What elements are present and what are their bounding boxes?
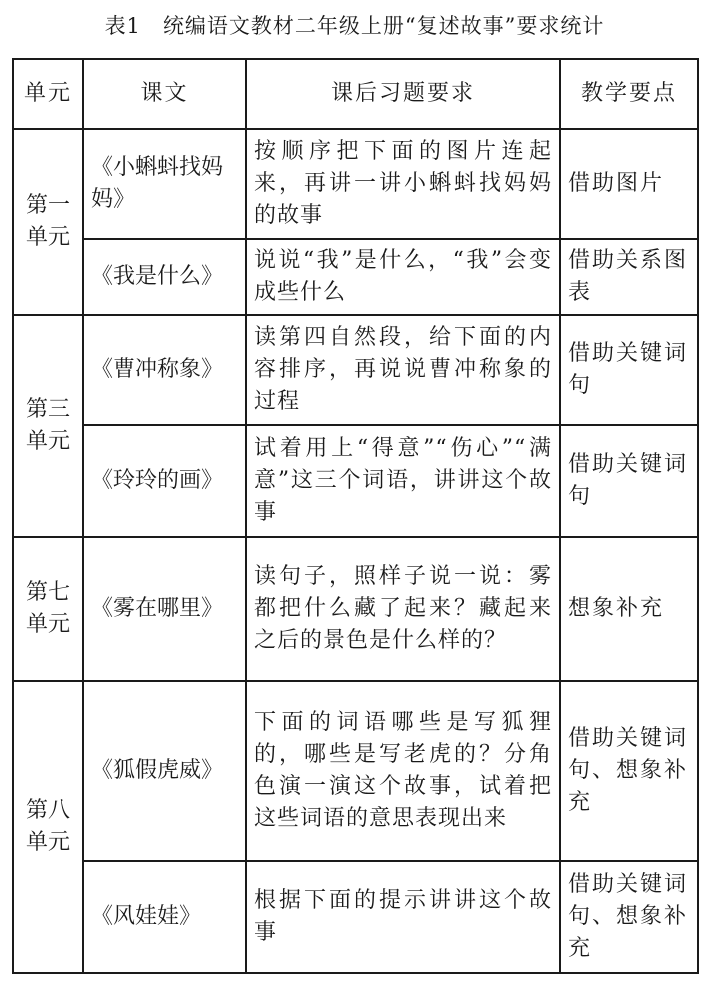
table-row bbox=[13, 239, 698, 315]
table-row bbox=[13, 129, 698, 239]
unit-cell: 第一单元 bbox=[13, 129, 83, 315]
lesson-cell: 《小蝌蚪找妈妈》 bbox=[83, 129, 246, 239]
teaching-point-cell: 借助关键词句 bbox=[560, 425, 698, 537]
requirement-cell: 按顺序把下面的图片连起来，再讲一讲小蝌蚪找妈妈的故事 bbox=[246, 129, 560, 239]
header-lesson: 课文 bbox=[83, 59, 246, 129]
teaching-point-cell: 借助关系图表 bbox=[560, 239, 698, 315]
table-title: 统编语文教材二年级上册“复述故事”要求统计 bbox=[162, 14, 605, 38]
table-row bbox=[13, 861, 698, 973]
requirement-cell: 读第四自然段，给下面的内容排序，再说说曹冲称象的过程 bbox=[246, 315, 560, 425]
unit-cell: 第七单元 bbox=[13, 537, 83, 681]
teaching-point-cell: 借助关键词句、想象补充 bbox=[560, 681, 698, 861]
table-row bbox=[13, 537, 698, 681]
teaching-point-cell: 想象补充 bbox=[560, 537, 698, 681]
lesson-cell: 《风娃娃》 bbox=[83, 861, 246, 973]
teaching-point-cell: 借助关键词句、想象补充 bbox=[560, 861, 698, 973]
table-caption bbox=[0, 10, 709, 40]
header-unit: 单元 bbox=[13, 59, 83, 129]
lesson-cell: 《我是什么》 bbox=[83, 239, 246, 315]
statistics-table bbox=[12, 58, 699, 974]
header-teaching-point: 教学要点 bbox=[560, 59, 698, 129]
lesson-cell: 《曹冲称象》 bbox=[83, 315, 246, 425]
teaching-point-cell: 借助图片 bbox=[560, 129, 698, 239]
lesson-cell: 《雾在哪里》 bbox=[83, 537, 246, 681]
header-requirement: 课后习题要求 bbox=[246, 59, 560, 129]
unit-cell: 第三单元 bbox=[13, 315, 83, 537]
teaching-point-cell: 借助关键词句 bbox=[560, 315, 698, 425]
table-row bbox=[13, 681, 698, 861]
lesson-cell: 《狐假虎威》 bbox=[83, 681, 246, 861]
table-row bbox=[13, 425, 698, 537]
requirement-cell: 下面的词语哪些是写狐狸的，哪些是写老虎的？分角色演一演这个故事，试着把这些词语的意思表现出来 bbox=[246, 681, 560, 861]
requirement-cell: 读句子，照样子说一说：雾都把什么藏了起来？藏起来之后的景色是什么样的？ bbox=[246, 537, 560, 681]
table-row bbox=[13, 315, 698, 425]
unit-cell: 第八单元 bbox=[13, 681, 83, 973]
requirement-cell: 试着用上“得意”“伤心”“满意”这三个词语，讲讲这个故事 bbox=[246, 425, 560, 537]
requirement-cell: 说说“我”是什么，“我”会变成些什么 bbox=[246, 239, 560, 315]
header-row bbox=[13, 59, 698, 129]
requirement-cell: 根据下面的提示讲讲这个故事 bbox=[246, 861, 560, 973]
lesson-cell: 《玲玲的画》 bbox=[83, 425, 246, 537]
table-number: 表1 bbox=[104, 14, 141, 38]
